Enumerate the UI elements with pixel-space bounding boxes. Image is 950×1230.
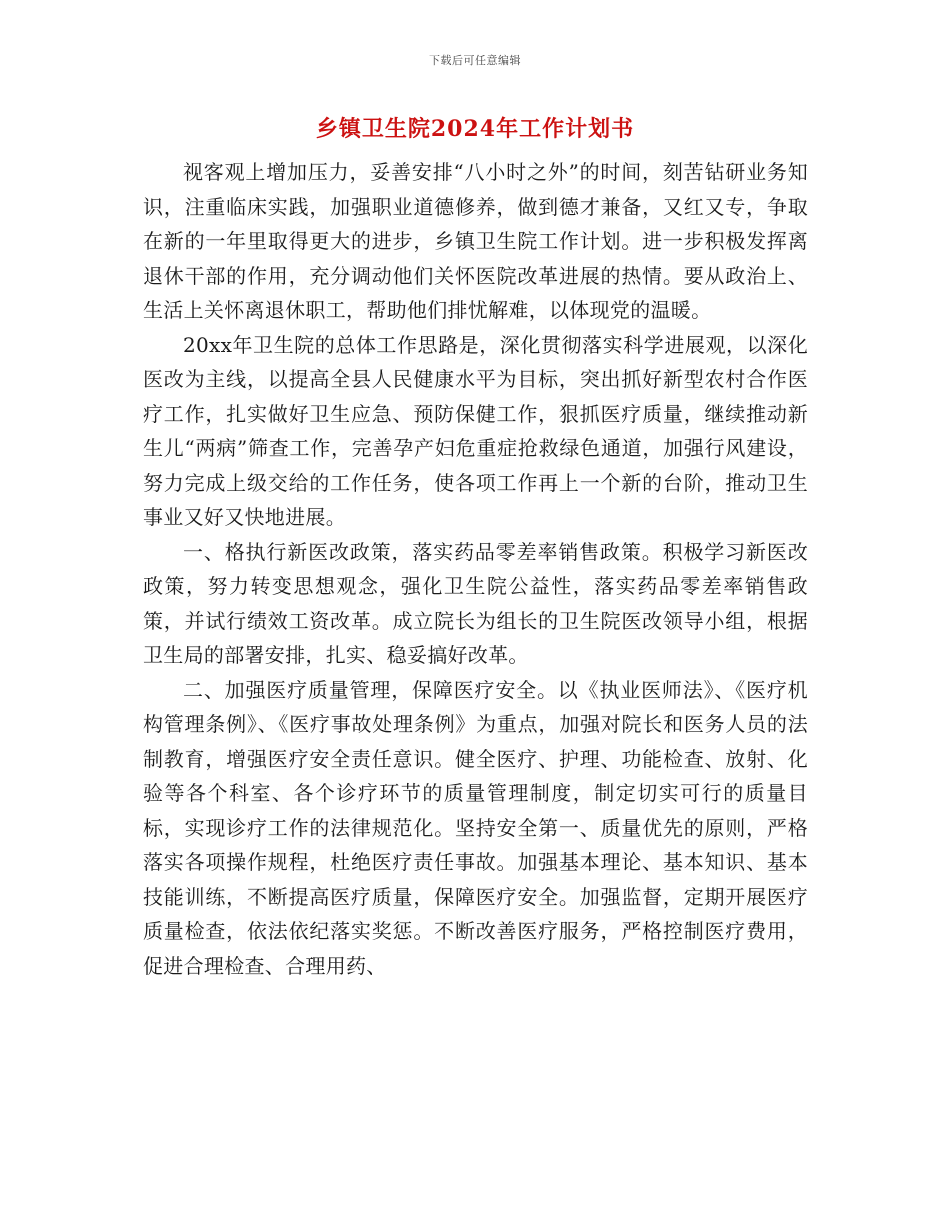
header-note: 下载后可任意编辑 — [429, 54, 521, 67]
document-body — [143, 155, 808, 983]
paragraph: 20xx年卫生院的总体工作思路是，深化贯彻落实科学进展观，以深化医改为主线，以提高全县人民健康水平为目标，突出抓好新型农村合作医疗工作，扎实做好卫生应急、预防保健工作，狠抓医疗质量，继续推动新生儿“两病”筛查工作，完善孕产妇危重症抢救绿色通道，加强行风建设，努力完成上级交给的工作任务，使各项工作再上一个新的台阶，推动卫生事业又好又快地进展。 — [143, 332, 808, 529]
paragraph: 一、格执行新医改政策，落实药品零差率销售政策。积极学习新医改政策，努力转变思想观念，强化卫生院公益性，落实药品零差率销售政策，并试行绩效工资改革。成立院长为组长的卫生院医改领导小组，根据卫生局的部署安排，扎实、稳妥搞好改革。 — [143, 539, 808, 667]
paragraph: 视客观上增加压力，妥善安排“八小时之外”的时间，刻苦钻研业务知识，注重临床实践，加强职业道德修养，做到德才兼备，又红又专，争取在新的一年里取得更大的进步，乡镇卫生院工作计划。进一步积极发挥离退休干部的作用，充分调动他们关怀医院改革进展的热情。要从政治上、生活上关怀离退休职工，帮助他们排忧解难，以体现党的温暖。 — [143, 160, 808, 322]
paragraph: 二、加强医疗质量管理，保障医疗安全。以《执业医师法》、《医疗机构管理条例》、《医疗事故处理条例》为重点，加强对院长和医务人员的法制教育，增强医疗安全责任意识。健全医疗、护理、功能检查、放射、化验等各个科室、各个诊疗环节的质量管理制度，制定切实可行的质量目标，实现诊疗工作的法律规范化。坚持安全第一、质量优先的原则，严格落实各项操作规程，杜绝医疗责任事故。加强基本理论、基本知识、基本技能训练，不断提高医疗质量，保障医疗安全。加强监督，定期开展医疗质量检查，依法依纪落实奖惩。不断改善医疗服务，严格控制医疗费用，促进合理检查、合理用药、 — [143, 677, 808, 978]
document-title: 乡镇卫生院2024年工作计划书 — [315, 116, 635, 142]
